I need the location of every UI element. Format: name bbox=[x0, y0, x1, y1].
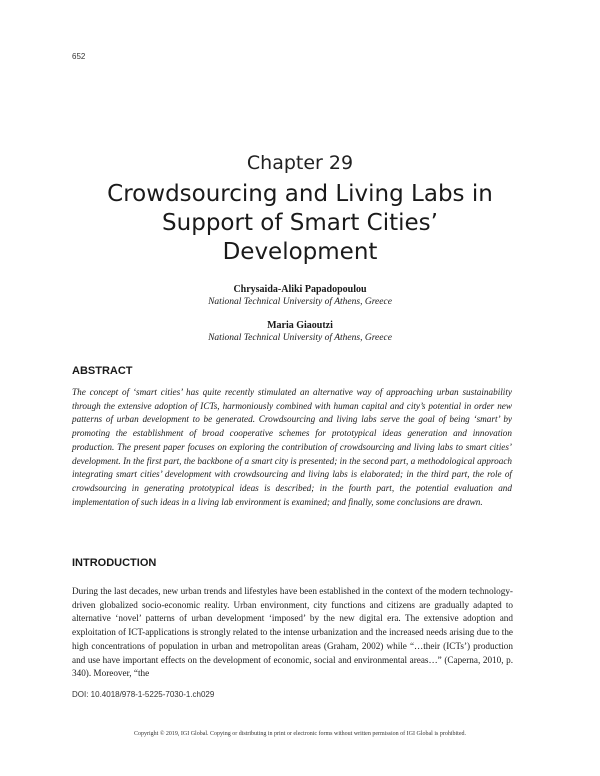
author-name: Chrysaida-Aliki Papadopoulou bbox=[233, 284, 367, 295]
introduction-heading: INTRODUCTION bbox=[72, 557, 157, 569]
author-name: Maria Giaoutzi bbox=[267, 320, 333, 331]
chapter-label: Chapter 29 bbox=[246, 152, 354, 174]
author-affiliation: National Technical University of Athens, Greece bbox=[208, 333, 392, 343]
abstract-text: The concept of ‘smart cities’ has quite recently stimulated an alternative way of approaching urban sustainability through the extensive adoption of ICTs, harmoniously combined with human capital and city’s potential in order new patterns of urban development to be generated. Crowdsourcing and living labs serve the goal of being ‘smart’ by promoting the establishment of broad cooperative schemes for prototypical ideas generation and innovation production. The present paper focuses on exploring the contribution of crowdsourcing and living labs to smart cities’ development. In the first part, the backbone of a smart city is presented; in the second part, a methodological approach integrating smart cities’ development with crowdsourcing and living labs is elaborated; in the third part, the role of crowdsourcing in generating prototypical ideas is described; in the fourth part, the potential evaluation and implementation of such ideas in a living lab environment is examined; and finally, some conclusions are drawn. bbox=[72, 387, 512, 507]
doi: DOI: 10.4018/978-1-5225-7030-1.ch029 bbox=[72, 690, 215, 699]
copyright-notice: Copyright © 2019, IGI Global. Copying or distributing in print or electronic forms without written permission of IGI Global is prohibited. bbox=[133, 731, 466, 737]
abstract-heading: ABSTRACT bbox=[72, 365, 133, 377]
introduction-text: During the last decades, new urban trends and lifestyles have been established in the context of the modern technology-driven globalized socio-economic reality. Urban environment, city functions and citizens are gradually adapted to alternative ‘novel’ patterns of urban development ‘imposed’ by the new digital era. The extensive adoption and exploitation of ICT-applications is strongly related to the intense urbanization and the increased needs arising due to the high concentrations of population in urban and metropolitan areas (Graham, 2002) while “…their (ICTs’) production and use have important effects on the development of economic, social and environmental areas…” (Caperna, 2010, p. 340). Moreover, “the bbox=[72, 586, 513, 679]
page-number: 652 bbox=[72, 52, 86, 61]
chapter-title: Crowdsourcing and Living Labs in Support of Smart Cities’ Development bbox=[107, 181, 493, 265]
author-affiliation: National Technical University of Athens, Greece bbox=[208, 297, 392, 307]
